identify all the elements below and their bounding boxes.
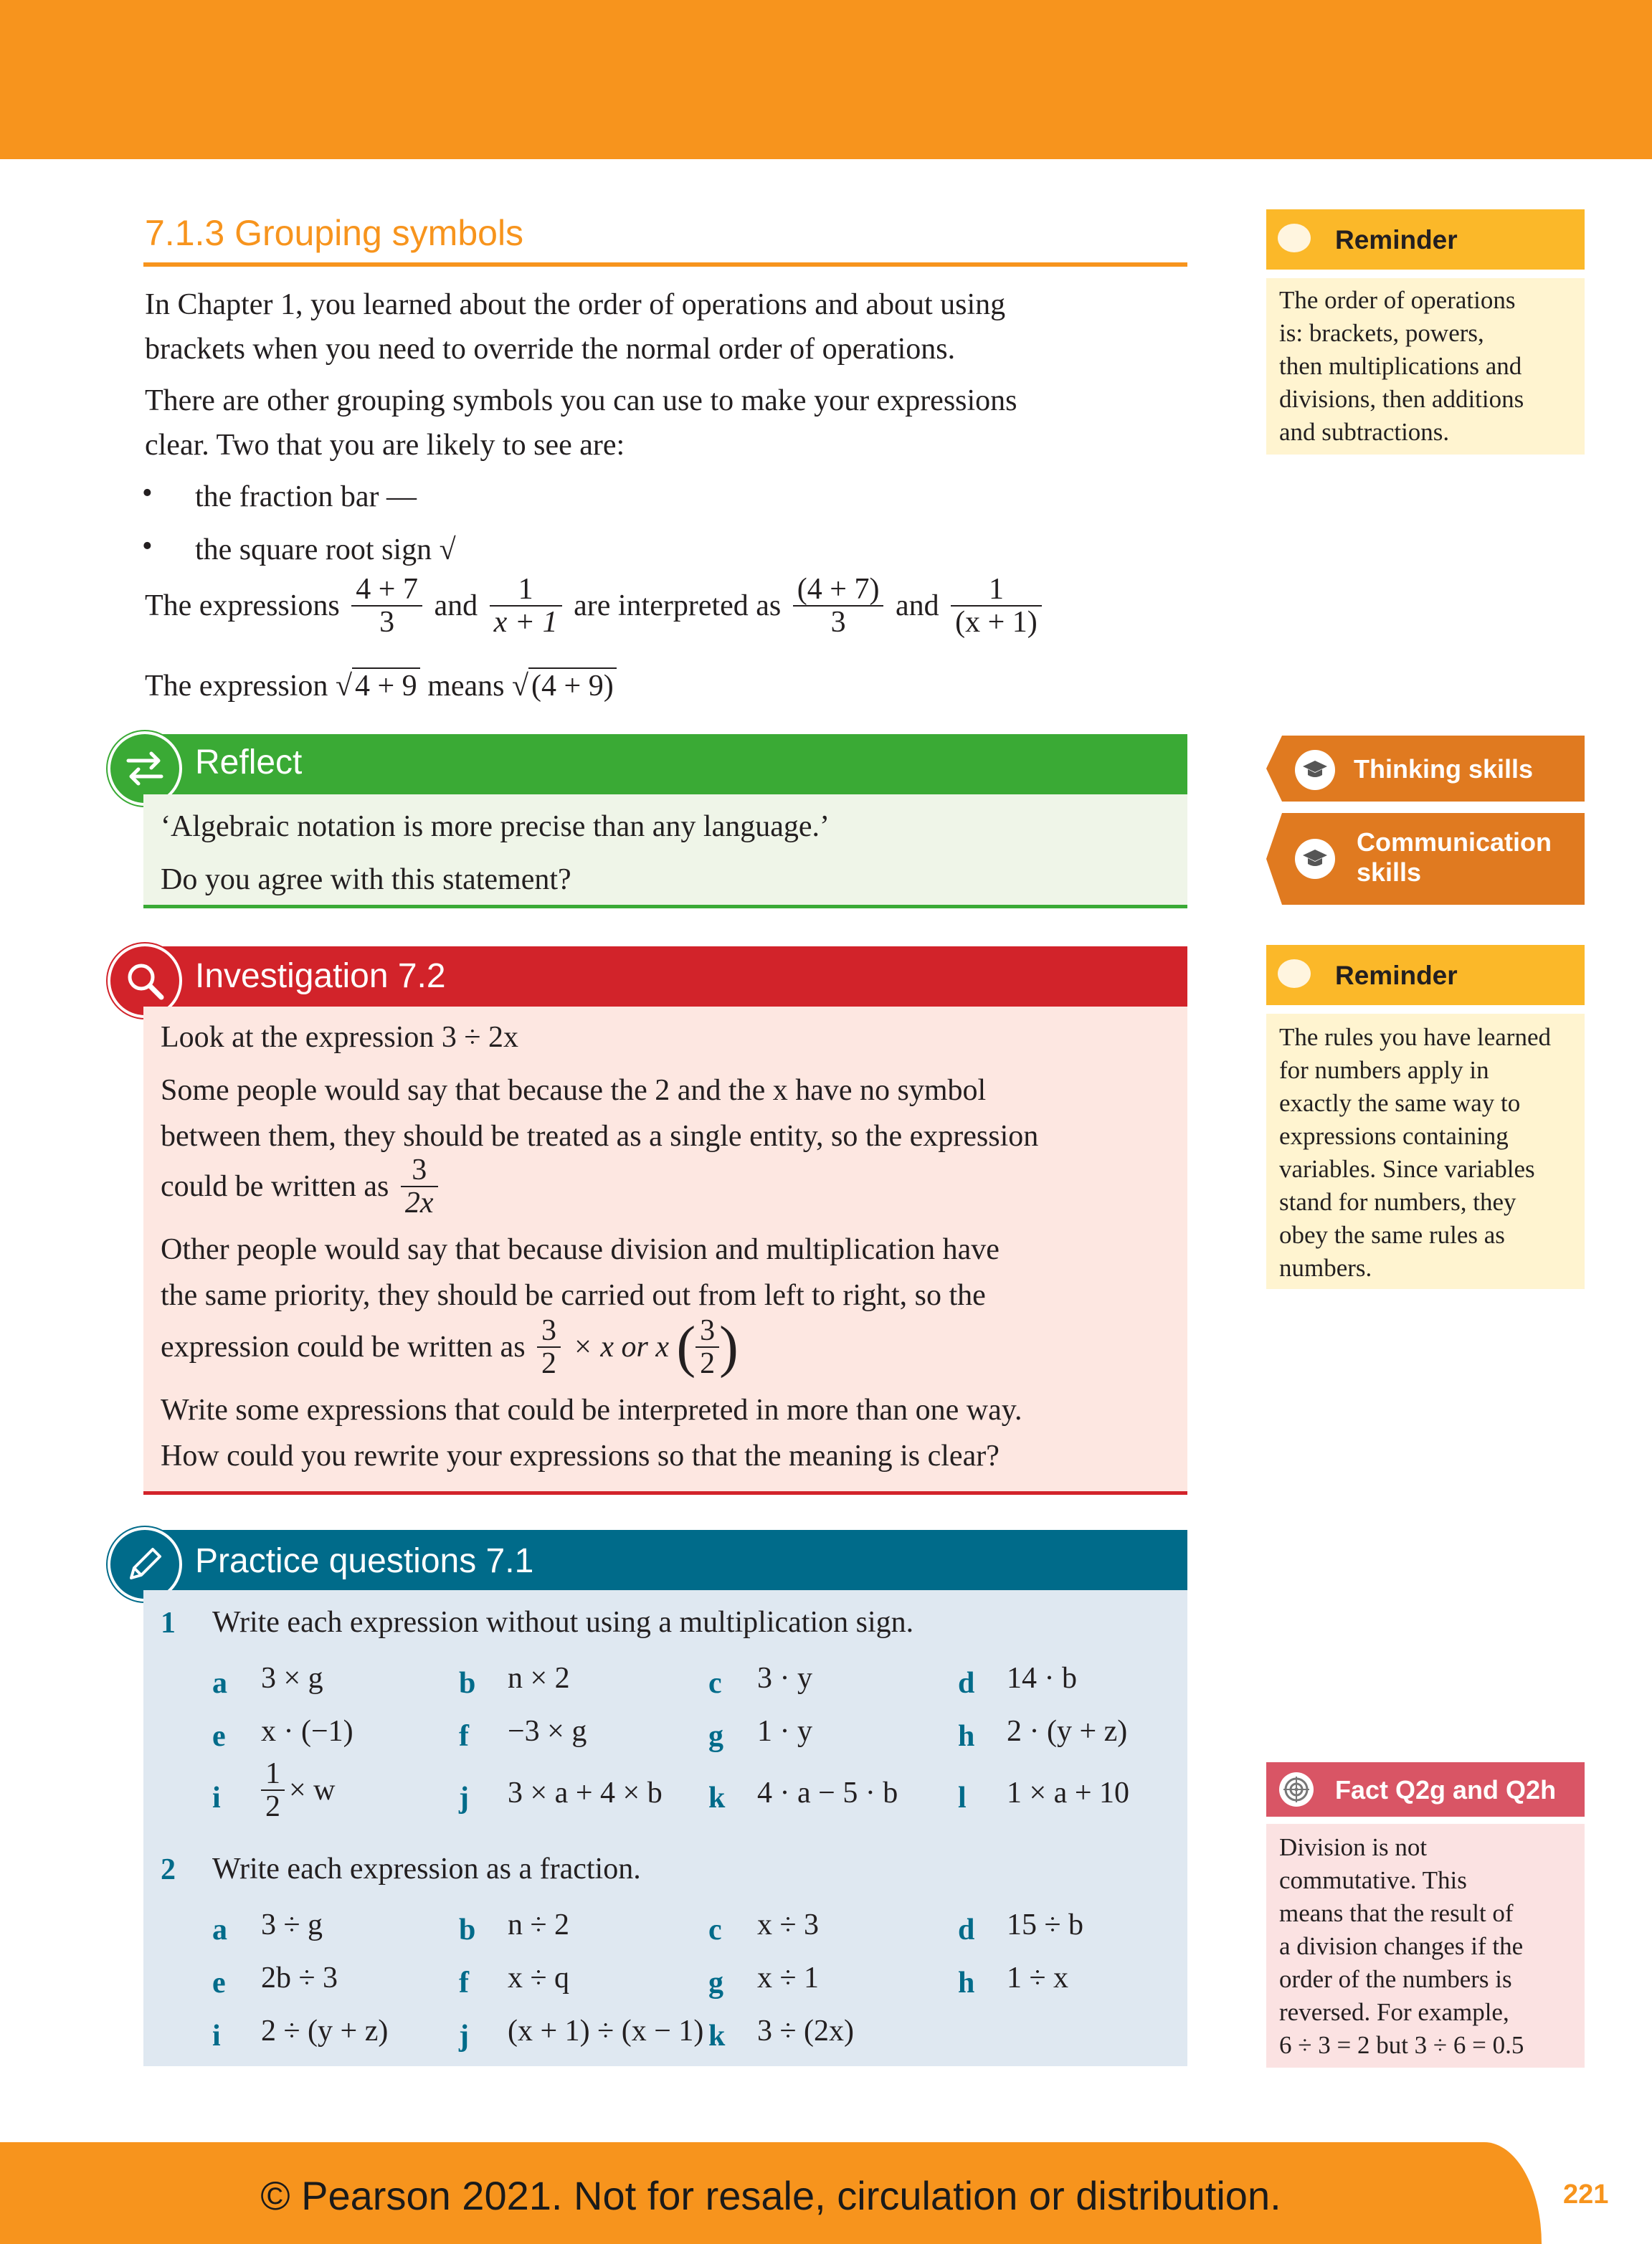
item-expression: x ÷ 1	[757, 1962, 820, 1995]
sidebar-text-line: means that the result of	[1279, 1899, 1514, 1927]
reminder-1-title: Reminder	[1335, 225, 1458, 255]
intro-line-3: There are other grouping symbols you can use to make your expressions	[145, 384, 1017, 417]
page-number: 221	[1563, 2179, 1609, 2210]
item-letter: e	[212, 1967, 226, 2000]
item-letter: k	[708, 1782, 726, 1815]
fraction-3-over-2: $\frac{3}{2}$	[537, 1315, 561, 1379]
item-letter: a	[212, 1667, 227, 1700]
speech-bubble-icon	[1278, 224, 1311, 252]
item-fraction: $\frac{1}{2}$	[261, 1758, 285, 1822]
sidebar-text-line: order of the numbers is	[1279, 1965, 1512, 1993]
fraction-1-over-xplus1: $\frac{1}{x + 1}$	[490, 574, 562, 638]
item-expression: n ÷ 2	[508, 1908, 570, 1941]
section-title: 7.1.3 Grouping symbols	[145, 213, 524, 253]
and-text: and	[434, 589, 478, 623]
sidebar-text-line: stand for numbers, they	[1279, 1188, 1516, 1216]
item-expression: 4 · a − 5 · b	[757, 1777, 898, 1810]
intro-line-4: clear. Two that you are likely to see are:	[145, 429, 625, 462]
target-icon	[1279, 1772, 1314, 1807]
sqrt-intro: The expression	[145, 670, 328, 703]
section-rule	[143, 262, 1187, 267]
investigation-line-5: Other people would say that because division and multiplication have	[161, 1233, 1000, 1266]
reminder-2-title: Reminder	[1335, 961, 1458, 990]
item-expression: 3 × a + 4 × b	[508, 1777, 663, 1810]
investigation-line-2: Some people would say that because the 2 and the x have no symbol	[161, 1074, 987, 1107]
investigation-line-9: How could you rewrite your expressions so that the meaning is clear?	[161, 1440, 1000, 1473]
sidebar-text-line: for numbers apply in	[1279, 1056, 1489, 1084]
item-letter: c	[708, 1913, 722, 1946]
item-expression: 2b ÷ 3	[261, 1962, 338, 1995]
investigation-line-4: could be written as $\frac{3}{2x}$	[161, 1154, 442, 1219]
investigation-title: Investigation 7.2	[195, 957, 446, 995]
sidebar-text-line: is: brackets, powers,	[1279, 319, 1484, 347]
item-letter: i	[212, 2020, 221, 2053]
intro-line-2: brackets when you need to override the normal order of operations.	[145, 333, 956, 366]
item-letter: k	[708, 2020, 726, 2053]
fact-title: Fact Q2g and Q2h	[1335, 1775, 1557, 1805]
question-2-text: Write each expression as a fraction.	[212, 1853, 641, 1886]
item-letter: g	[708, 1720, 723, 1753]
item-expression: 1 · y	[757, 1715, 812, 1748]
fraction-3-over-2x: $\frac{3}{2x}$	[401, 1154, 438, 1219]
sidebar-text-line: The order of operations	[1279, 286, 1516, 314]
item-expression: (x + 1) ÷ (x − 1)	[508, 2015, 704, 2048]
speech-bubble-icon	[1278, 959, 1311, 988]
intro-line-1: In Chapter 1, you learned about the order of operations and about using	[145, 288, 1006, 321]
item-letter: j	[459, 2020, 469, 2053]
bullet-dot: •	[142, 477, 153, 510]
item-expression: n × 2	[508, 1662, 570, 1695]
sidebar-text-line: then multiplications and	[1279, 352, 1522, 380]
mortarboard-icon	[1295, 839, 1335, 879]
item-letter: h	[958, 1967, 975, 2000]
sidebar-text-line: exactly the same way to	[1279, 1089, 1521, 1117]
sidebar-text-line: and subtractions.	[1279, 418, 1450, 446]
reminder-1-text	[1279, 284, 1524, 449]
item-expression: 3 · y	[757, 1662, 812, 1695]
interpreted-text: are interpreted as	[574, 589, 782, 623]
item-expression: −3 × g	[508, 1715, 587, 1748]
item-letter: d	[958, 1667, 975, 1700]
item-expression: $\frac{1}{2}$ × w	[261, 1758, 336, 1822]
item-letter: c	[708, 1667, 722, 1700]
question-2-number: 2	[161, 1853, 176, 1886]
item-expression: 2 ÷ (y + z)	[261, 2015, 389, 2048]
item-expression: x ÷ q	[508, 1962, 570, 1995]
sidebar-text-line: The rules you have learned	[1279, 1023, 1552, 1051]
sqrt-expression-a: 4 + 9	[352, 667, 420, 703]
item-letter: h	[958, 1720, 975, 1753]
item-letter: f	[459, 1720, 469, 1753]
sqrt-expression-b: (4 + 9)	[528, 667, 617, 703]
sidebar-text-line: commutative. This	[1279, 1866, 1467, 1894]
fraction-3-over-2-bracketed: $\frac{3}{2}$	[696, 1315, 719, 1379]
item-letter: d	[958, 1913, 975, 1946]
reflect-quote: ‘Algebraic notation is more precise than any language.’	[161, 810, 830, 843]
item-letter: b	[459, 1913, 476, 1946]
bullet-square-root: the square root sign √	[195, 533, 456, 566]
sidebar-text-line: expressions containing	[1279, 1122, 1509, 1150]
item-letter: a	[212, 1913, 227, 1946]
and-text: and	[895, 589, 939, 623]
item-expression: 15 ÷ b	[1007, 1908, 1084, 1941]
reflect-title: Reflect	[195, 743, 303, 781]
fraction-bracketed-4plus7-over-3: $\frac{(4 + 7)}{3}$	[793, 574, 884, 638]
item-letter: j	[459, 1782, 469, 1815]
investigation-line-7: expression could be written as $\frac{3}{2}$ × x or x ( $\frac{3}{2}$ )	[161, 1314, 739, 1381]
sidebar-text-line: a division changes if the	[1279, 1932, 1524, 1960]
investigation-line-8: Write some expressions that could be interpreted in more than one way.	[161, 1394, 1022, 1427]
fraction-1-over-bracketed-xplus1: $\frac{1}{(x + 1)}$	[951, 574, 1042, 638]
item-letter: i	[212, 1782, 221, 1815]
communication-skills-label: Communication skills	[1357, 827, 1552, 887]
sqrt-line: The expression √4 + 9 means √(4 + 9)	[145, 664, 617, 708]
sidebar-text-line: variables. Since variables	[1279, 1155, 1535, 1183]
question-1-text: Write each expression without using a multiplication sign.	[212, 1606, 914, 1639]
investigation-line-1: Look at the expression 3 ÷ 2x	[161, 1021, 518, 1054]
item-expression: 2 · (y + z)	[1007, 1715, 1128, 1748]
means-text: means	[427, 670, 505, 703]
investigation-line-6: the same priority, they should be carried out from left to right, so the	[161, 1279, 986, 1312]
item-letter: f	[459, 1967, 469, 2000]
reminder-2-text	[1279, 1021, 1551, 1285]
item-expression: 14 · b	[1007, 1662, 1077, 1695]
item-letter: e	[212, 1720, 226, 1753]
expr-intro-text: The expressions	[145, 589, 340, 623]
bullet-dot: •	[142, 530, 153, 563]
sidebar-text-line: reversed. For example,	[1279, 1998, 1509, 2026]
item-expression: 1 ÷ x	[1007, 1962, 1069, 1995]
item-letter: g	[708, 1967, 723, 2000]
sidebar-text-line: Division is not	[1279, 1833, 1428, 1861]
bullet-fraction-bar: the fraction bar —	[195, 480, 417, 513]
item-expression: 3 ÷ g	[261, 1908, 323, 1941]
sidebar-text-line: divisions, then additions	[1279, 385, 1524, 413]
sidebar-text-line: 6 ÷ 3 = 2 but 3 ÷ 6 = 0.5	[1279, 2031, 1524, 2059]
investigation-line-3: between them, they should be treated as a single entity, so the expression	[161, 1120, 1039, 1153]
item-letter: l	[958, 1782, 967, 1815]
thinking-skills-label: Thinking skills	[1354, 754, 1534, 784]
mortarboard-icon	[1295, 750, 1335, 790]
header-band	[0, 0, 1652, 159]
sidebar-text-line: obey the same rules as	[1279, 1221, 1505, 1249]
sidebar-text-line: numbers.	[1279, 1254, 1372, 1282]
question-1-number: 1	[161, 1607, 176, 1640]
item-expression: x · (−1)	[261, 1715, 353, 1748]
item-expression: x ÷ 3	[757, 1908, 820, 1941]
item-expression: 3 × g	[261, 1662, 323, 1695]
fraction-4plus7-over-3: $\frac{4 + 7}{3}$	[351, 574, 422, 638]
practice-title: Practice questions 7.1	[195, 1542, 534, 1580]
copyright-notice: © Pearson 2021. Not for resale, circulation or distribution.	[260, 2173, 1281, 2218]
item-expression: 1 × a + 10	[1007, 1777, 1130, 1810]
item-letter: b	[459, 1667, 476, 1700]
reflect-question: Do you agree with this statement?	[161, 863, 571, 896]
expressions-line	[145, 574, 1046, 638]
item-expression: 3 ÷ (2x)	[757, 2015, 855, 2048]
fact-text	[1279, 1831, 1524, 2062]
